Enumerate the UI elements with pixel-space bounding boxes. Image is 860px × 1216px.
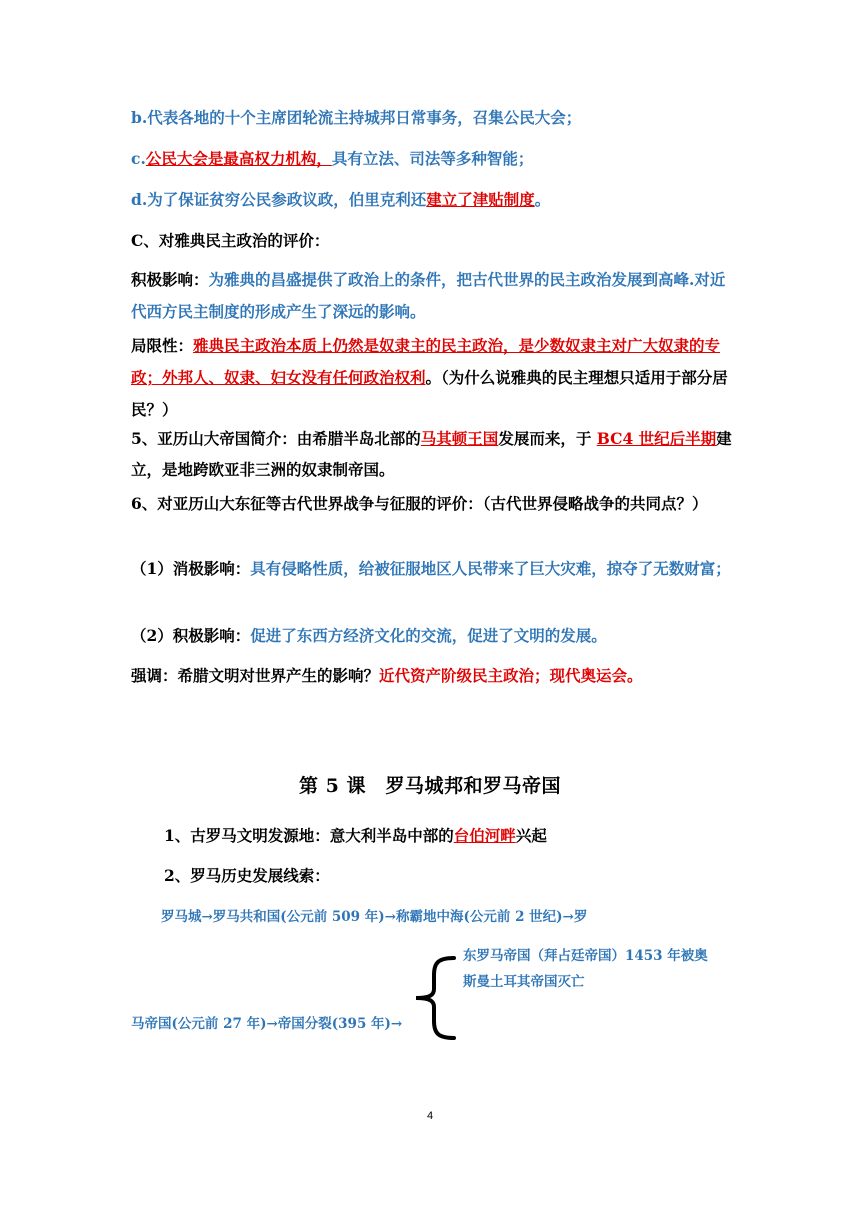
- alexander-empire: 5、亚历山大帝国简介：由希腊半岛北部的马其顿王国发展而来，于 BC4 世纪后半期建立，是地跨欧亚非三洲的奴隶制帝国。: [131, 429, 732, 479]
- war-evaluation: 6、对亚历山大东征等古代世界战争与征服的评价：（古代世界侵略战争的共同点？）: [131, 494, 708, 513]
- lesson-item-1: 1、古罗马文明发源地：意大利半岛中部的台伯河畔兴起: [164, 826, 547, 845]
- line-d: d.为了保证贫穷公民参政议政，伯里克利还建立了津贴制度。: [131, 190, 551, 209]
- timeline-line-2: 马帝国(公元前 27 年)→帝国分裂(395 年)→: [131, 1016, 403, 1032]
- heading-evaluation: C、对雅典民主政治的评价：: [131, 231, 330, 250]
- curly-brace-icon: [410, 955, 458, 1041]
- lesson-item-2: 2、罗马历史发展线索：: [164, 866, 330, 885]
- east-rome-line-1: 东罗马帝国（拜占廷帝国）1453 年被奥: [463, 948, 708, 964]
- limitation: 局限性：雅典民主政治本质上仍然是奴隶主的民主政治，是少数奴隶主对广大奴隶的专政；外邦人、奴隶、妇女没有任何政治权利。（为什么说雅典的民主理想只适用于部分居民？）: [131, 336, 728, 419]
- east-rome-line-2: 斯曼土耳其帝国灭亡: [463, 974, 585, 990]
- line-c: c.公民大会是最高权力机构，具有立法、司法等多种智能；: [131, 149, 534, 168]
- negative-impact: （1）消极影响：具有侵略性质，给被征服地区人民带来了巨大灾难，掠夺了无数财富；: [131, 559, 731, 578]
- timeline-line-1: 罗马城→罗马共和国(公元前 509 年)→称霸地中海(公元前 2 世纪)→罗: [161, 909, 588, 925]
- positive-impact: 积极影响：为雅典的昌盛提供了政治上的条件，把古代世界的民主政治发展到高峰.对近代西方民主制度的形成产生了深远的影响。: [131, 270, 726, 321]
- line-b: b.代表各地的十个主席团轮流主持城邦日常事务，召集公民大会；: [131, 108, 582, 127]
- positive-impact-2: （2）积极影响：促进了东西方经济文化的交流，促进了文明的发展。: [131, 626, 607, 645]
- page-number: 4: [426, 1110, 434, 1122]
- emphasis: 强调：希腊文明对世界产生的影响？近代资产阶级民主政治；现代奥运会。: [131, 666, 643, 685]
- lesson-title: 第 5 课 罗马城邦和罗马帝国: [299, 775, 561, 797]
